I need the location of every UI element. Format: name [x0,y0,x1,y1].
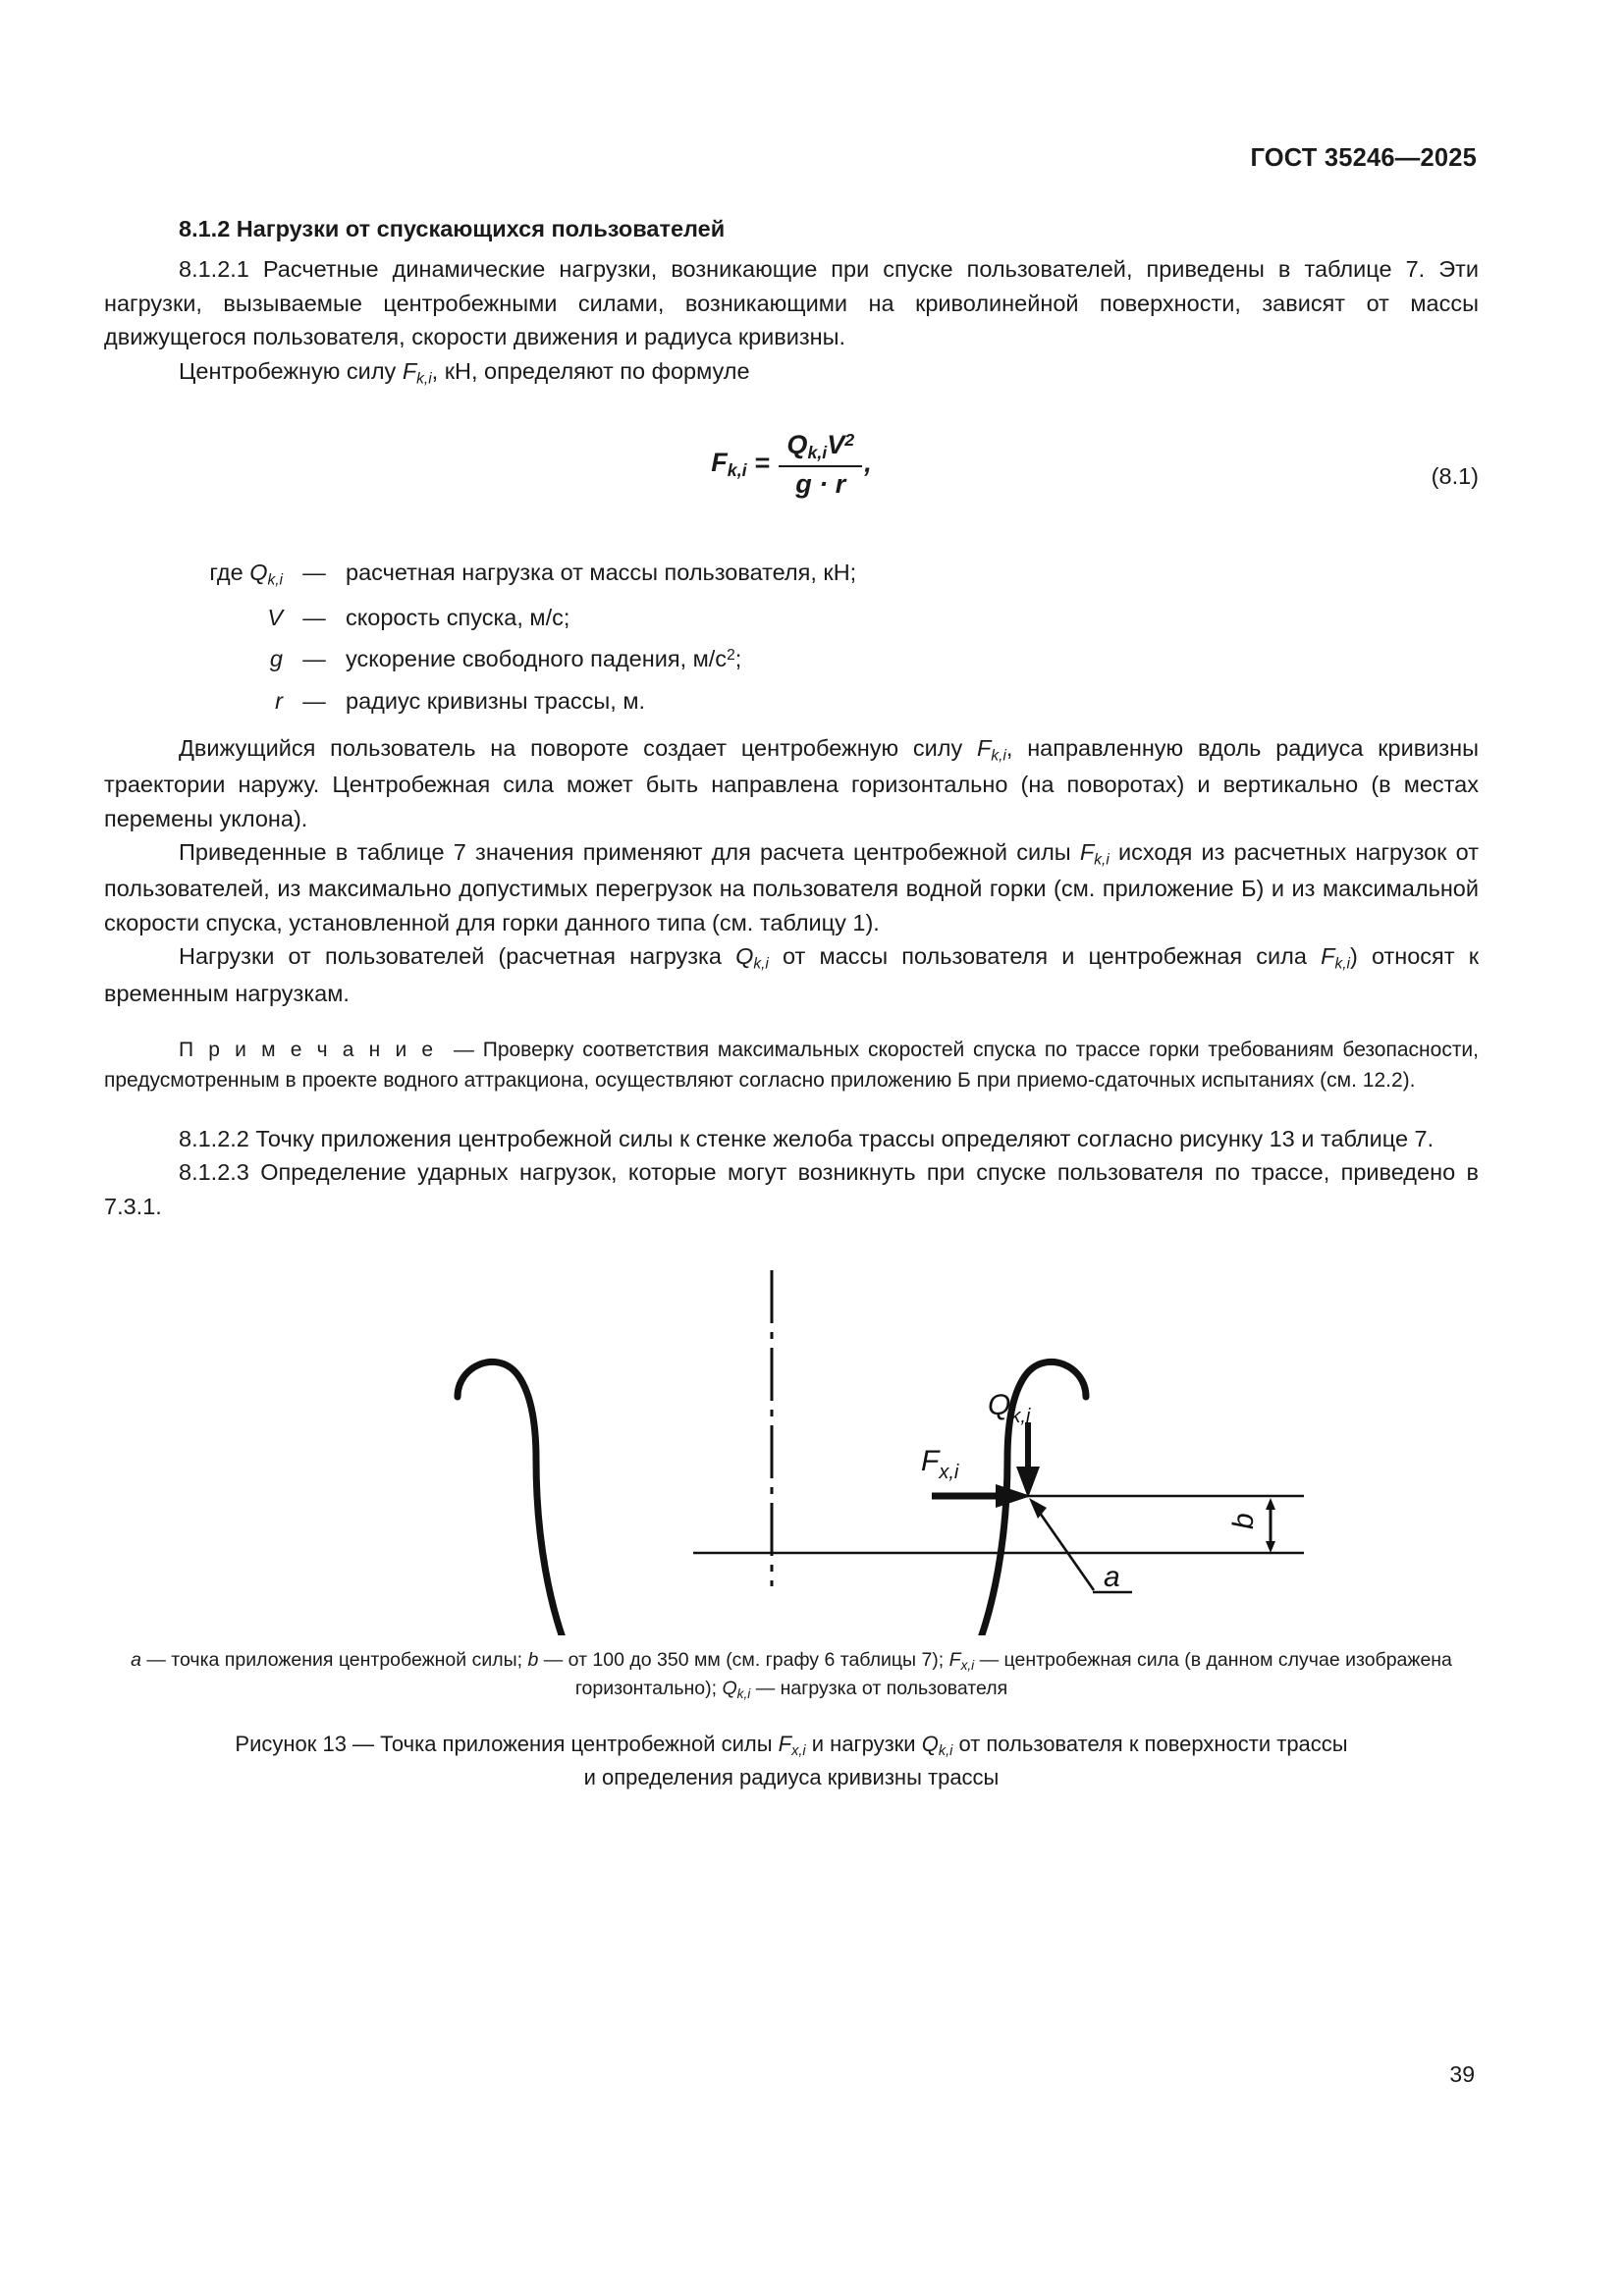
inline-symbol-f-ki: $F_{k,i}$ [1321,943,1350,973]
formula-intro-after: , кН, определяют по формуле [431,357,750,384]
paragraph-8-1-2-2: 8.1.2.2 Точку приложения центробежной силы к стенке желоба трассы определяют согласно рисунку 13 и таблице 7. [179,1125,1435,1151]
paragraph-centrifugal-direction: Движущийся пользователь на повороте создает центробежную силу $F_{k,i}$, направленную вдоль радиуса кривизны траектории наружу. Центробежная сила может быть направлена горизонтально (на поворотах) и вертикально (в местах перемены уклона). [104,735,1480,831]
legend-symbol-b: b [527,1649,539,1672]
definition-text-q: расчетная нагрузка от массы пользователя, кН; [346,559,857,585]
definition-dash-g: — [302,646,326,672]
paragraph-temporary-loads: Нагрузки от пользователей (расчетная нагрузка $Q_{k,i}$ от массы пользователя и центробежная сила $F_{k,i}$) относят к временным нагрузкам. [104,943,1479,1006]
page-content [104,214,1479,1793]
definition-row-v [104,604,1479,630]
caption-symbol-q: $Q_{k,i}$ [921,1731,953,1759]
definition-row-q [104,561,1479,588]
leader-line-a-arrowhead [1029,1498,1047,1519]
paragraph-8-1-2-3: 8.1.2.3 Определение ударных нагрузок, которые могут возникнуть при спуске пользователя по трассе, приведено в 7.3.1. [104,1159,1479,1219]
paragraph-formula-intro [104,354,1479,391]
legend-symbol-a: a [131,1649,141,1672]
figure-label-f: $F_{x,i}$ [921,1445,959,1484]
definition-row-r [104,687,1479,714]
page-number: 39 [1449,2061,1475,2087]
spacer [104,1096,1479,1122]
definition-symbol-v: V [267,604,283,630]
page-header-standard-number: ГОСТ 35246—2025 [1250,144,1477,172]
dimension-b-arrowhead-up [1266,1498,1275,1510]
formula-numerator: $Q_{k,i}V^2$ [779,430,862,467]
inline-symbol-q-ki: $Q_{k,i}$ [735,943,769,973]
note-block [104,1036,1479,1096]
figure-13-caption: Рисунок 13 — Точка приложения центробежной силы $F_{x,i}$ и нагрузки $Q_{k,i}$ от пользователя к поверхности трассы и определения радиуса кривизны трассы [235,1731,1348,1789]
section-heading-8-1-2: 8.1.2 Нагрузки от спускающихся пользователей [179,216,726,241]
figure-label-q: $Q_{k,i}$ [988,1389,1031,1428]
figure-label-a: a [1104,1561,1120,1594]
formula-lhs: $F_{k,i}$ [711,448,747,481]
leader-line-a [1035,1506,1094,1590]
formula-number: (8.1) [1431,462,1479,489]
formula-block [104,416,1479,532]
figure-13-legend: a — точка приложения центробежной силы; b — от 100 до 350 мм (см. графу 6 таблицы 7); $F_{x,i}$ — центробежная сила (в данном случае изображена горизонтально); $Q_{k,i}$ — нагрузка от пользователя [131,1649,1452,1701]
definition-dash-q: — [302,559,326,585]
formula-trailing-comma: , [864,448,872,478]
paragraph-table7-values: Приведенные в таблице 7 значения применяют для расчета центробежной силы $F_{k,i}$ исходя из расчетных нагрузок от пользователей, из максимально допустимых перегрузок на пользователя водной горки (см. приложение Б) и из максимальной скорости спуска, установленной для горки данного типа (см. таблицу 1). [104,839,1479,935]
definition-text-v: скорость спуска, м/с; [346,604,570,630]
dimension-b-arrowhead-down [1266,1541,1275,1553]
formula-equals: = [754,448,770,478]
formula-denominator: g · r [795,468,846,499]
inline-symbol-f-ki: $F_{k,i}$ [1079,839,1110,869]
definition-symbol-g: g [269,646,283,672]
note-label: П р и м е ч а н и е [179,1039,437,1062]
definition-symbol-r: r [275,687,283,714]
caption-symbol-f: $F_{x,i}$ [778,1731,806,1759]
note-dash: — [453,1039,474,1062]
figure-13-drawing [104,1262,1479,1635]
formula-8-1 [104,430,1479,500]
definition-text-r: радиус кривизны трассы, м. [346,687,646,714]
definition-text-g: ускорение свободного падения, $м/с^2$; [346,646,742,672]
definition-symbol-q: где $Q_{k,i}$ [209,559,283,589]
definition-row-g [104,648,1479,671]
figure-13 [104,1262,1479,1635]
formula-fraction [779,430,862,500]
definition-dash-r: — [302,687,326,714]
legend-symbol-q: $Q_{k,i}$ [722,1677,751,1701]
figure-label-b: b [1227,1513,1260,1530]
legend-symbol-f: $F_{x,i}$ [948,1649,975,1674]
variable-definitions-list [104,561,1479,713]
definition-dash-v: — [302,604,326,630]
caption-line-2: и определения радиуса кривизны трассы [583,1764,1000,1789]
paragraph-8-1-2-1: 8.1.2.1 Расчетные динамические нагрузки, возникающие при спуске пользователей, приведены в таблице 7. Эти нагрузки, вызываемые центробежными силами, возникающими на криволинейной поверхности, зависят от массы движущегося пользователя, скорости движения и радиуса кривизны. [104,256,1479,350]
formula-intro-before: Центробежную силу [179,357,403,384]
inline-symbol-f-ki: $F_{k,i}$ [402,357,432,387]
inline-symbol-f-ki: $F_{k,i}$ [977,735,1006,765]
note-text: Проверку соответствия максимальных скоростей спуска по трассе горки требованиям безопасности, предусмотренным в проекте водного аттракциона, осуществляют согласно приложению Б при приемо-сдаточных испытаниях (см. 12.2). [104,1039,1479,1092]
